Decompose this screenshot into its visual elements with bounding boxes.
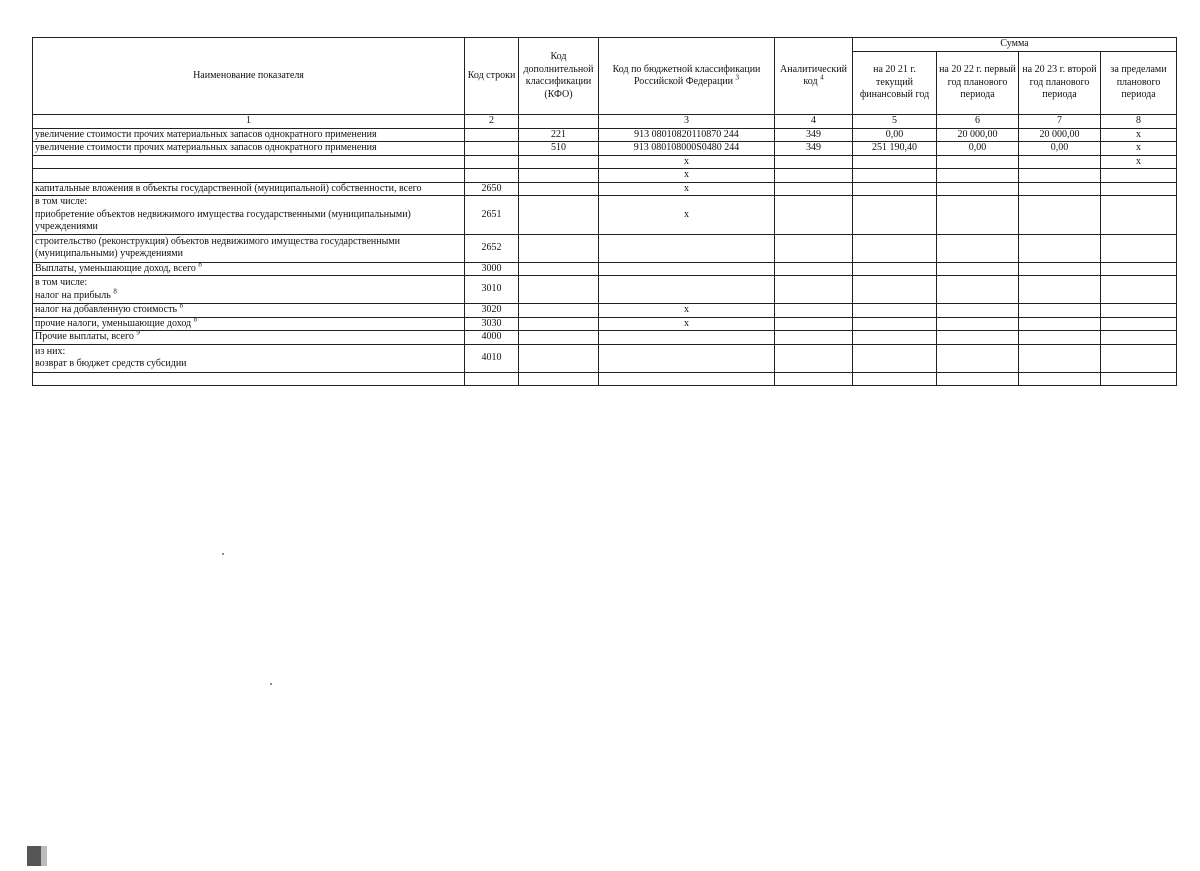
col-number <box>519 115 599 129</box>
table-row <box>33 317 1177 331</box>
header-analytic <box>775 38 853 115</box>
row-bk <box>599 234 775 262</box>
row-year-2 <box>937 372 1019 385</box>
row-code: 3020 <box>465 304 519 318</box>
row-year-3 <box>1019 182 1101 196</box>
row-name-line <box>35 287 462 303</box>
row-analytic <box>775 262 853 276</box>
header-code-row: Код строки <box>465 38 519 115</box>
row-analytic: 349 <box>775 128 853 142</box>
header-kfo: Код дополнительной классификации (КФО) <box>519 38 599 115</box>
row-year-2 <box>937 234 1019 262</box>
row-year-2 <box>937 276 1019 304</box>
row-code <box>465 169 519 183</box>
row-name: увеличение стоимости прочих материальных запасов однократного применения <box>33 128 465 142</box>
row-bk: 913 08010820110870 244 <box>599 128 775 142</box>
header-sum: Сумма <box>853 38 1177 52</box>
row-sup: 8 <box>113 287 117 296</box>
row-year-4 <box>1101 372 1177 385</box>
row-year-4 <box>1101 344 1177 372</box>
row-name-text: налог на добавленную стоимость <box>35 304 178 315</box>
row-year-2 <box>937 182 1019 196</box>
row-name-line: в том числе: <box>35 277 88 288</box>
row-name-text: Прочие выплаты, всего <box>35 331 134 342</box>
row-kfo <box>519 169 599 183</box>
row-analytic <box>775 234 853 262</box>
row-bk: x <box>599 196 775 235</box>
row-code: 4010 <box>465 344 519 372</box>
row-analytic <box>775 331 853 345</box>
table-row <box>33 196 1177 235</box>
row-name <box>33 262 465 276</box>
row-sup: 8 <box>198 262 202 269</box>
scan-speck <box>270 683 272 685</box>
row-year-4 <box>1101 331 1177 345</box>
row-year-3 <box>1019 276 1101 304</box>
row-bk <box>599 372 775 385</box>
row-code: 3000 <box>465 262 519 276</box>
row-year-1 <box>853 317 937 331</box>
row-analytic <box>775 169 853 183</box>
row-year-4 <box>1101 196 1177 235</box>
col-number: 2 <box>465 115 519 129</box>
row-bk <box>599 262 775 276</box>
row-name <box>33 196 465 235</box>
row-year-3 <box>1019 169 1101 183</box>
table-row <box>33 182 1177 196</box>
row-analytic <box>775 182 853 196</box>
row-name-line: строительство (реконструкция) объектов недвижимого имущества государственными <box>35 235 400 247</box>
header-year-2: на 20 22 г. первый год планового периода <box>937 52 1019 115</box>
row-code: 2652 <box>465 234 519 262</box>
row-name <box>33 304 465 318</box>
header-bk-text: Код по бюджетной классификации Российской Федерации <box>612 63 761 87</box>
row-name-line: возврат в бюджет средств субсидии <box>35 358 187 369</box>
row-year-3 <box>1019 304 1101 318</box>
row-name <box>33 169 465 183</box>
row-year-4 <box>1101 169 1177 183</box>
header-bk <box>599 38 775 115</box>
financial-plan-table <box>32 37 1177 386</box>
row-year-2 <box>937 344 1019 372</box>
row-code <box>465 142 519 156</box>
row-year-4 <box>1101 276 1177 304</box>
row-kfo <box>519 196 599 235</box>
row-bk: 913 080108000S0480 244 <box>599 142 775 156</box>
row-year-3 <box>1019 262 1101 276</box>
row-analytic <box>775 155 853 169</box>
table-row <box>33 169 1177 183</box>
row-year-4 <box>1101 182 1177 196</box>
header-year-3: на 20 23 г. второй год планового периода <box>1019 52 1101 115</box>
row-name: капитальные вложения в объекты государственной (муниципальной) собственности, всего <box>33 182 465 196</box>
row-year-1 <box>853 344 937 372</box>
row-code <box>465 372 519 385</box>
row-year-1 <box>853 372 937 385</box>
table-row <box>33 276 1177 304</box>
row-kfo: 221 <box>519 128 599 142</box>
table-row <box>33 234 1177 262</box>
col-number: 8 <box>1101 115 1177 129</box>
header-name: Наименование показателя <box>33 38 465 115</box>
row-name-line: учреждениями <box>35 221 98 232</box>
row-code <box>465 155 519 169</box>
row-year-3 <box>1019 234 1101 262</box>
header-analytic-text: Аналитический код <box>780 63 847 87</box>
row-name-line: в том числе: <box>35 196 88 207</box>
row-bk <box>599 331 775 345</box>
row-year-4 <box>1101 234 1177 262</box>
col-number: 1 <box>33 115 465 129</box>
row-name-line: приобретение объектов недвижимого имущества государственными (муниципальными) <box>35 208 411 220</box>
row-analytic <box>775 344 853 372</box>
row-year-2 <box>937 304 1019 318</box>
row-name <box>33 276 465 304</box>
row-name <box>33 317 465 331</box>
row-name-line: из них: <box>35 345 66 357</box>
col-number: 4 <box>775 115 853 129</box>
row-year-4: x <box>1101 142 1177 156</box>
row-kfo <box>519 182 599 196</box>
scan-edge-mark <box>27 846 41 866</box>
row-analytic <box>775 276 853 304</box>
row-year-4 <box>1101 304 1177 318</box>
row-name-text: Выплаты, уменьшающие доход, всего <box>35 262 196 274</box>
table-row <box>33 262 1177 276</box>
row-kfo <box>519 276 599 304</box>
row-code: 2650 <box>465 182 519 196</box>
header-bk-sup: 3 <box>735 73 739 82</box>
row-kfo <box>519 317 599 331</box>
row-year-1 <box>853 169 937 183</box>
row-code: 4000 <box>465 331 519 345</box>
row-sup: 8 <box>179 303 184 310</box>
row-year-2 <box>937 331 1019 345</box>
row-analytic <box>775 372 853 385</box>
row-year-2 <box>937 169 1019 183</box>
col-number: 5 <box>853 115 937 129</box>
row-year-1 <box>853 234 937 262</box>
row-analytic <box>775 317 853 331</box>
row-name-line: (муниципальными) учреждениями <box>35 248 183 259</box>
row-year-1 <box>853 155 937 169</box>
row-bk: x <box>599 155 775 169</box>
row-bk <box>599 276 775 304</box>
row-year-4 <box>1101 317 1177 331</box>
row-kfo <box>519 262 599 276</box>
row-kfo <box>519 331 599 345</box>
row-bk: x <box>599 182 775 196</box>
row-bk: x <box>599 304 775 318</box>
row-year-2: 20 000,00 <box>937 128 1019 142</box>
row-bk: x <box>599 317 775 331</box>
row-year-4: x <box>1101 155 1177 169</box>
row-kfo <box>519 234 599 262</box>
row-sup: 9 <box>136 330 140 337</box>
row-kfo <box>519 344 599 372</box>
row-code: 3030 <box>465 317 519 331</box>
row-bk <box>599 344 775 372</box>
row-name-text: прочие налоги, уменьшающие доход <box>35 317 192 329</box>
table-row <box>33 372 1177 385</box>
row-name: увеличение стоимости прочих материальных запасов однократного применения <box>33 142 465 156</box>
row-year-2 <box>937 262 1019 276</box>
row-code <box>465 128 519 142</box>
header-analytic-sup: 4 <box>820 73 824 82</box>
row-year-3: 0,00 <box>1019 142 1101 156</box>
header-year-1: на 20 21 г. текущий финансовый год <box>853 52 937 115</box>
table-row <box>33 304 1177 318</box>
row-year-1 <box>853 276 937 304</box>
row-name <box>33 372 465 385</box>
row-year-1 <box>853 196 937 235</box>
row-year-1 <box>853 182 937 196</box>
row-year-4: x <box>1101 128 1177 142</box>
row-year-1: 0,00 <box>853 128 937 142</box>
row-year-1 <box>853 304 937 318</box>
row-analytic: 349 <box>775 142 853 156</box>
row-year-3 <box>1019 196 1101 235</box>
row-analytic <box>775 304 853 318</box>
table-row <box>33 344 1177 372</box>
row-year-3: 20 000,00 <box>1019 128 1101 142</box>
table-row <box>33 331 1177 345</box>
row-year-4 <box>1101 262 1177 276</box>
table-row <box>33 142 1177 156</box>
row-bk: x <box>599 169 775 183</box>
row-year-3 <box>1019 317 1101 331</box>
row-year-2 <box>937 196 1019 235</box>
row-name <box>33 331 465 345</box>
row-year-3 <box>1019 155 1101 169</box>
row-year-2 <box>937 317 1019 331</box>
row-year-1 <box>853 262 937 276</box>
row-code: 3010 <box>465 276 519 304</box>
row-code: 2651 <box>465 196 519 235</box>
row-name <box>33 234 465 262</box>
col-number: 6 <box>937 115 1019 129</box>
row-name-text: налог на прибыль <box>35 289 111 301</box>
row-kfo <box>519 372 599 385</box>
col-number: 3 <box>599 115 775 129</box>
header-year-4: за пределами планового периода <box>1101 52 1177 115</box>
row-analytic <box>775 196 853 235</box>
row-name <box>33 344 465 372</box>
column-numbers-row <box>33 115 1177 129</box>
col-number: 7 <box>1019 115 1101 129</box>
row-year-2: 0,00 <box>937 142 1019 156</box>
row-year-3 <box>1019 372 1101 385</box>
row-year-3 <box>1019 331 1101 345</box>
scan-speck <box>222 553 224 555</box>
row-sup: 8 <box>193 317 198 324</box>
row-kfo: 510 <box>519 142 599 156</box>
row-year-3 <box>1019 344 1101 372</box>
row-name <box>33 155 465 169</box>
scan-edge-mark <box>41 846 47 866</box>
table-row <box>33 155 1177 169</box>
row-kfo <box>519 304 599 318</box>
row-year-2 <box>937 155 1019 169</box>
row-year-1: 251 190,40 <box>853 142 937 156</box>
row-kfo <box>519 155 599 169</box>
row-year-1 <box>853 331 937 345</box>
table-row <box>33 128 1177 142</box>
